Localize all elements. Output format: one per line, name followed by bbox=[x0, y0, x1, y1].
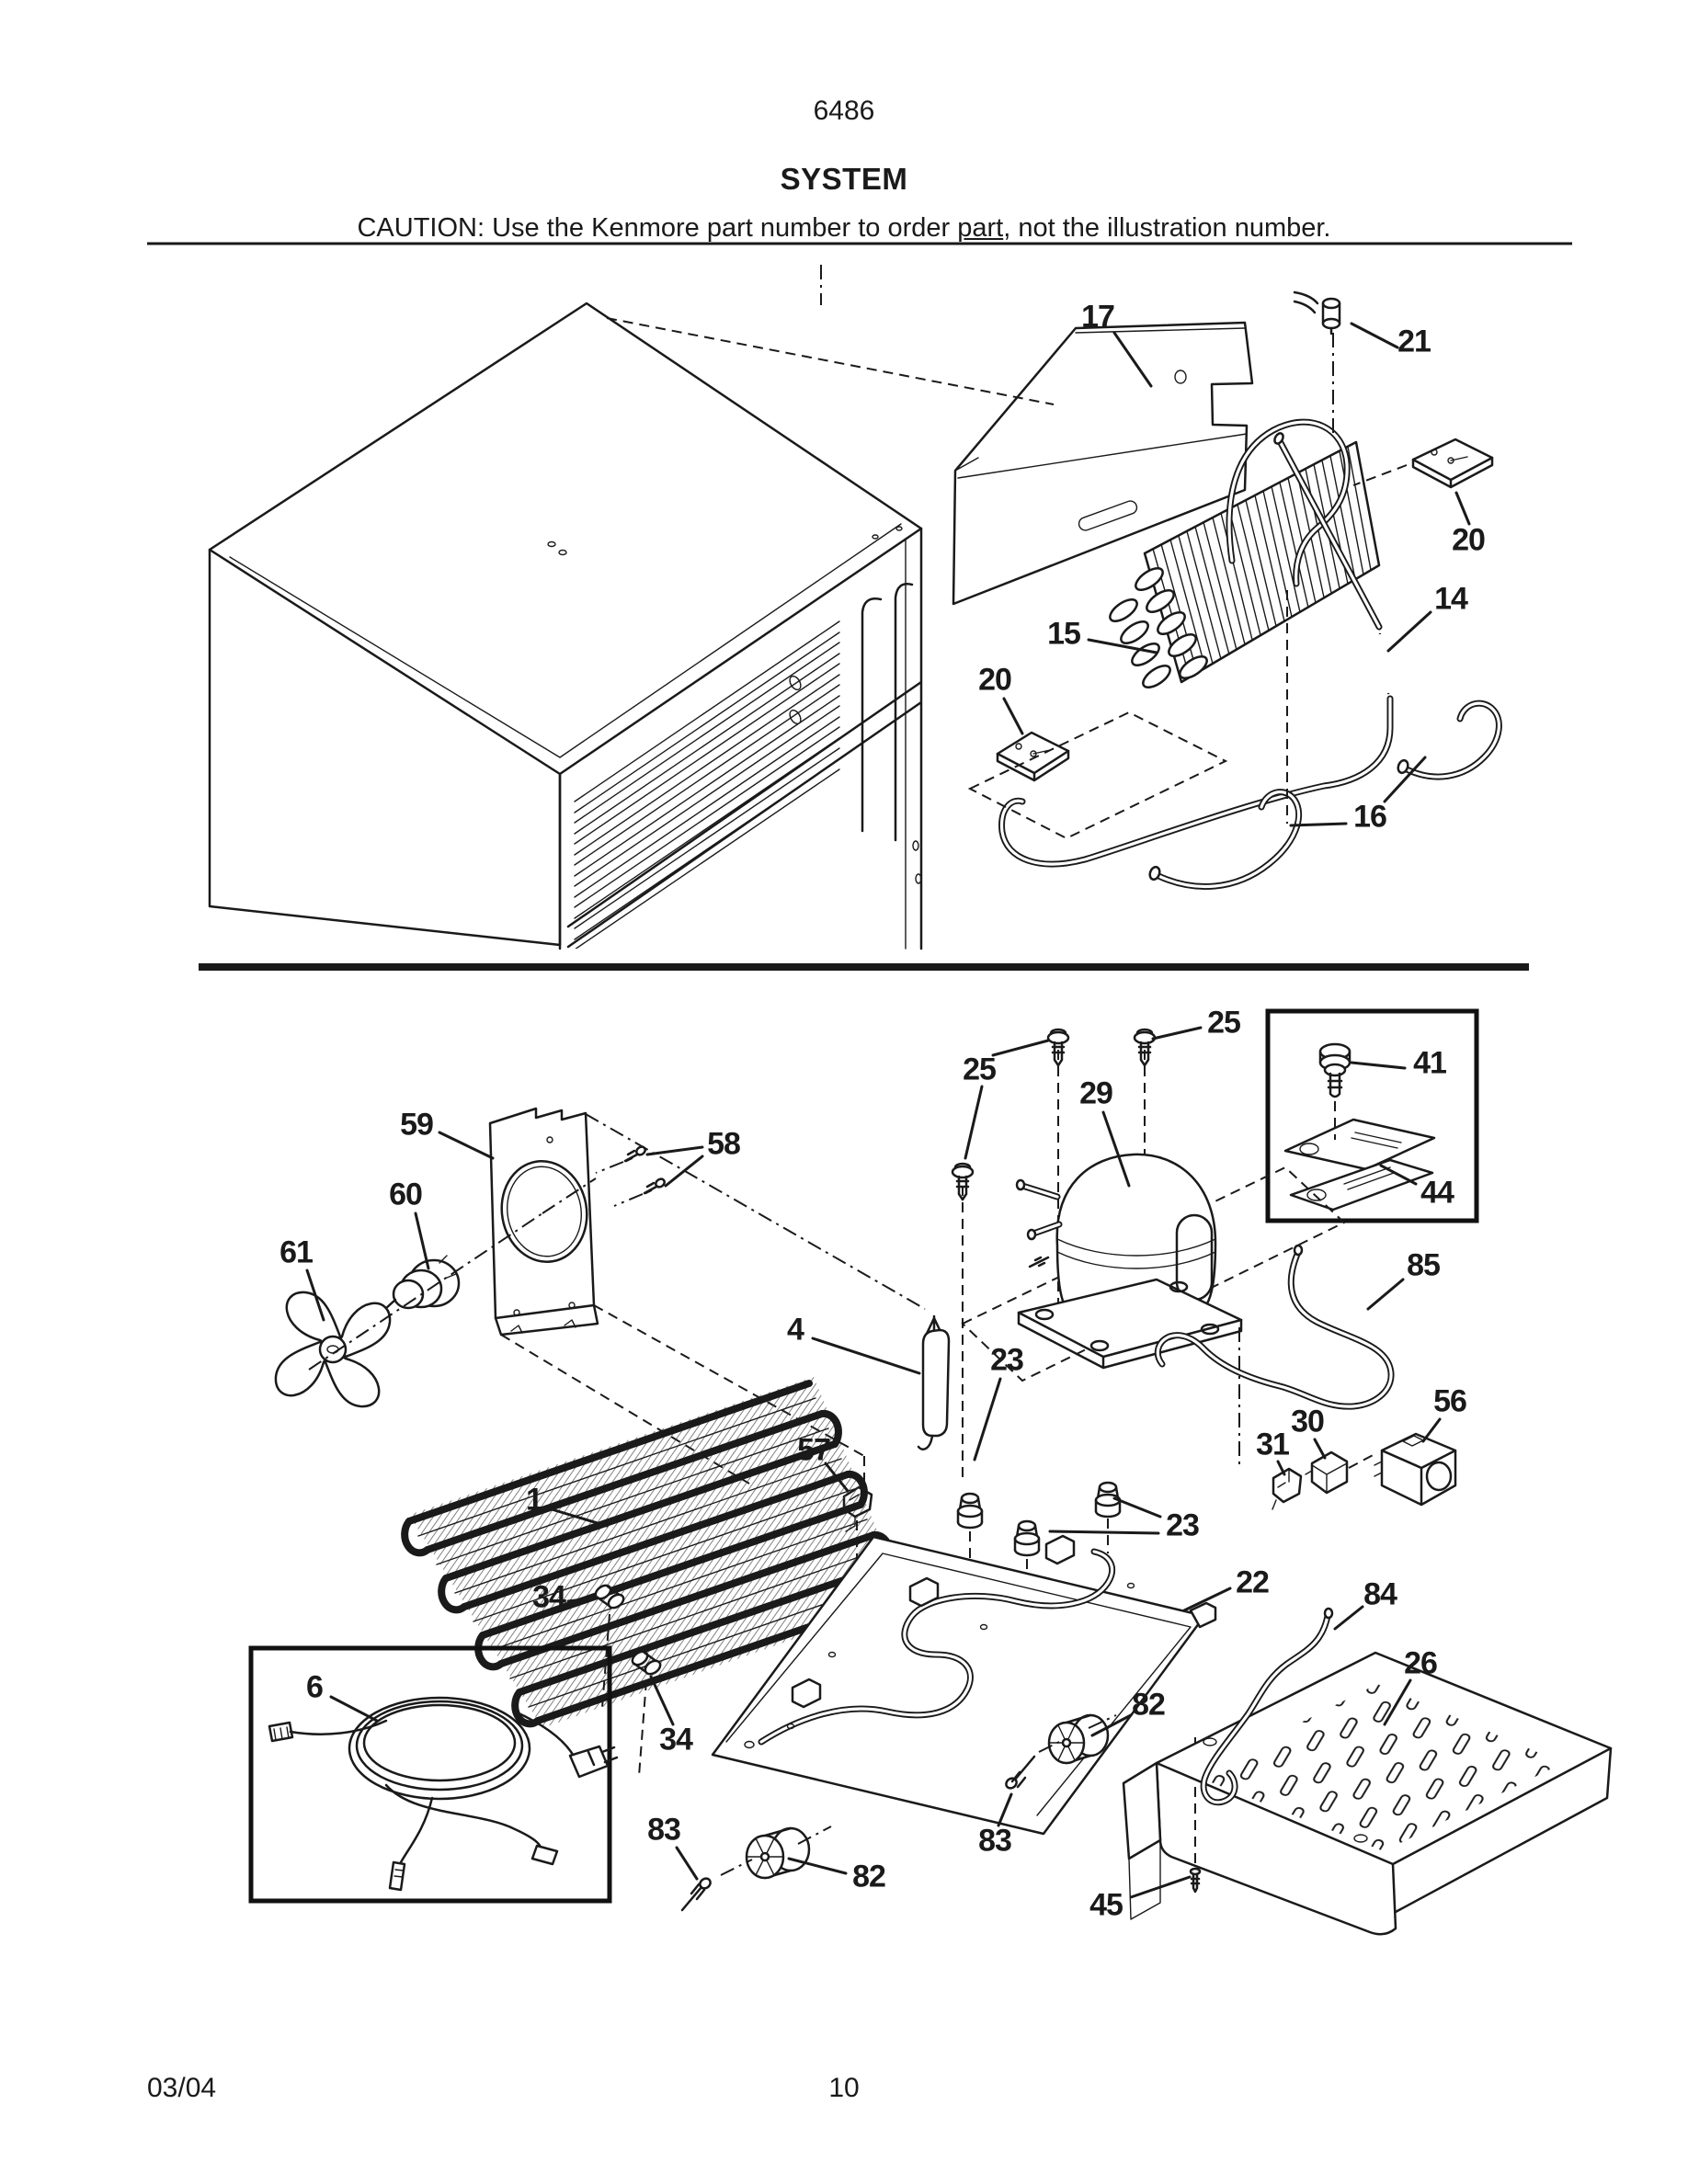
part-callout-84: 84 bbox=[1363, 1576, 1397, 1612]
part-callout-59: 59 bbox=[400, 1107, 433, 1143]
fan-shroud bbox=[490, 1109, 598, 1335]
part-callout-83: 83 bbox=[978, 1823, 1011, 1859]
part-callout-29: 29 bbox=[1079, 1075, 1112, 1111]
overload-protector bbox=[1374, 1434, 1455, 1505]
part-callout-21: 21 bbox=[1397, 324, 1431, 359]
footer-page-number: 10 bbox=[828, 2073, 860, 2103]
part-callout-41: 41 bbox=[1413, 1045, 1446, 1081]
part-callout-15: 15 bbox=[1047, 616, 1080, 652]
part-callout-57: 57 bbox=[797, 1432, 830, 1468]
bracket-bolt bbox=[1320, 1044, 1350, 1097]
part-callout-30: 30 bbox=[1291, 1404, 1324, 1439]
filter-drier bbox=[918, 1316, 949, 1450]
part-callout-22: 22 bbox=[1236, 1564, 1269, 1600]
part-callout-61: 61 bbox=[279, 1234, 313, 1270]
part-callout-56: 56 bbox=[1433, 1383, 1466, 1419]
part-callout-83: 83 bbox=[647, 1812, 680, 1848]
part-callout-20: 20 bbox=[1452, 522, 1485, 558]
part-callout-4: 4 bbox=[787, 1312, 804, 1348]
drain-tubes bbox=[1148, 703, 1500, 886]
mounting-pad-left bbox=[998, 733, 1068, 780]
part-callout-34: 34 bbox=[532, 1579, 565, 1615]
relay bbox=[1272, 1469, 1301, 1509]
caution-text-suffix: , not the illustration number. bbox=[1003, 213, 1331, 243]
footer-date: 03/04 bbox=[147, 2073, 217, 2103]
part-callout-58: 58 bbox=[707, 1126, 740, 1162]
drain-pan bbox=[1123, 1653, 1611, 1934]
document-number: 6486 bbox=[813, 96, 875, 126]
part-callout-34: 34 bbox=[659, 1722, 692, 1757]
part-callout-1: 1 bbox=[526, 1482, 542, 1518]
part-callout-82: 82 bbox=[852, 1859, 885, 1894]
page-title: SYSTEM bbox=[780, 162, 908, 196]
part-callout-60: 60 bbox=[389, 1177, 422, 1212]
part-callout-82: 82 bbox=[1132, 1687, 1165, 1723]
drain-pan-screw bbox=[1191, 1869, 1200, 1892]
part-callout-45: 45 bbox=[1089, 1887, 1123, 1923]
part-callout-85: 85 bbox=[1407, 1247, 1440, 1283]
part-callout-31: 31 bbox=[1256, 1427, 1289, 1462]
part-callout-23: 23 bbox=[990, 1342, 1023, 1378]
part-callout-6: 6 bbox=[306, 1669, 323, 1705]
part-callout-26: 26 bbox=[1404, 1645, 1437, 1681]
part-callout-20: 20 bbox=[978, 662, 1011, 698]
caution-text-prefix: CAUTION: Use the Kenmore part number to order bbox=[357, 213, 958, 243]
part-callout-44: 44 bbox=[1420, 1175, 1454, 1211]
mounting-pad-right bbox=[1413, 439, 1492, 487]
caution-underlined-word: part bbox=[957, 213, 1004, 243]
part-callout-25: 25 bbox=[963, 1052, 996, 1087]
evaporator-cover-bracket bbox=[953, 323, 1252, 604]
sensor-clip bbox=[1295, 292, 1340, 334]
part-callout-16: 16 bbox=[1353, 799, 1386, 835]
part-callout-25: 25 bbox=[1207, 1005, 1240, 1041]
refrigerator-cabinet bbox=[210, 303, 921, 950]
part-callout-23: 23 bbox=[1166, 1507, 1199, 1543]
compressor-bracket bbox=[1285, 1120, 1434, 1210]
relay-cover bbox=[1306, 1452, 1347, 1493]
part-callout-17: 17 bbox=[1081, 299, 1114, 335]
fan-blade bbox=[276, 1292, 390, 1406]
part-callout-14: 14 bbox=[1434, 581, 1467, 617]
